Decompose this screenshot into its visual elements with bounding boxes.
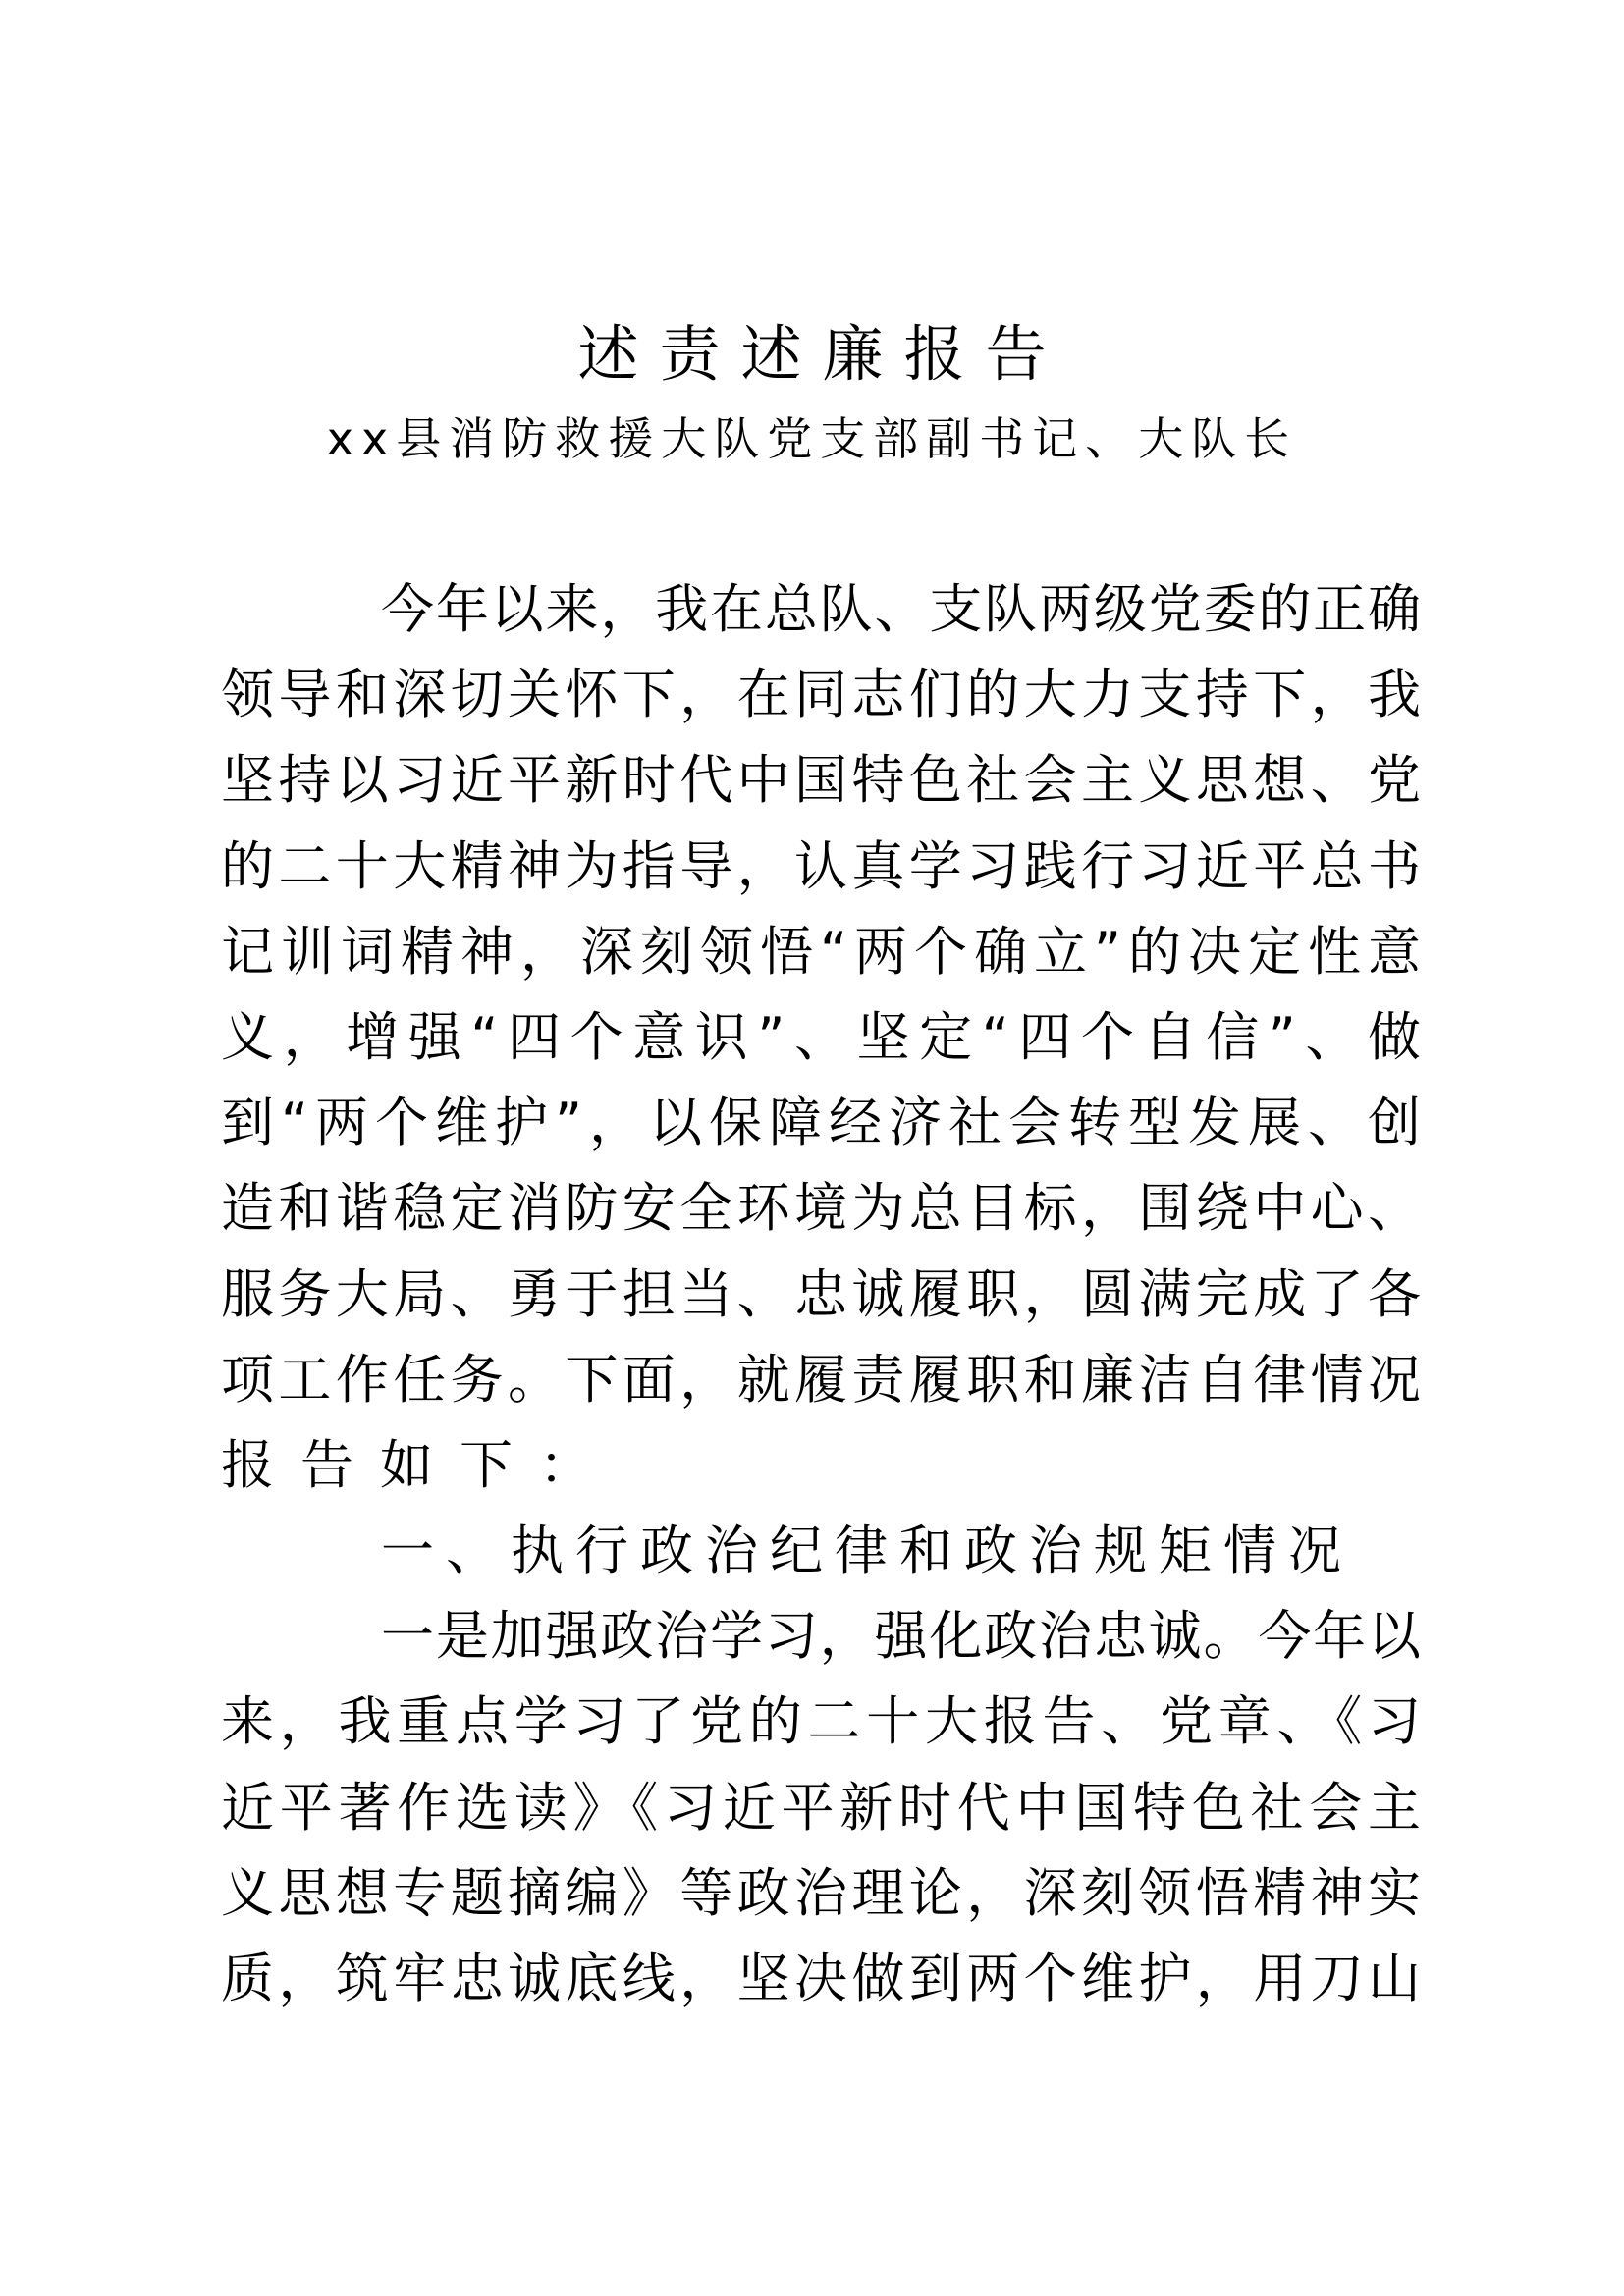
paragraph-line: 项工作任务。下面，就履责履职和廉洁自律情况 [221, 1348, 1421, 1411]
paragraph-line: 今年以来，我在总队、支队两级党委的正确 [381, 578, 1421, 640]
section-heading: 一、执行政治纪律和政治规矩情况 [381, 1520, 1353, 1582]
paragraph-line: 的二十大精神为指导，认真学习践行习近平总书 [221, 834, 1421, 897]
paragraph-line: 记训词精神，深刻领悟“两个确立”的决定性意 [221, 920, 1421, 983]
document-body [221, 566, 1421, 2021]
paragraph-line: 坚持以习近平新时代中国特色社会主义思想、党 [221, 749, 1421, 812]
document-subtitle: xx县消防救援大队党支部副书记、大队长 [326, 412, 1298, 465]
paragraph-line: 义思想专题摘编》等政治理论，深刻领悟精神实 [221, 1861, 1421, 1924]
document-title: 述责述廉报告 [577, 318, 1067, 390]
paragraph-line: 义，增强“四个意识”、坚定“四个自信”、做 [221, 1005, 1421, 1068]
paragraph-line: 到“两个维护”，以保障经济社会转型发展、创 [221, 1092, 1421, 1154]
paragraph-line: 领导和深切关怀下，在同志们的大力支持下，我 [221, 664, 1421, 726]
paragraph-line: 造和谐稳定消防安全环境为总目标，围绕中心、 [221, 1177, 1421, 1240]
paragraph-line: 报告如下： [221, 1433, 619, 1496]
paragraph-line: 质，筑牢忠诚底线，坚决做到两个维护，用刀山 [221, 1948, 1421, 2009]
paragraph-line: 一是加强政治学习，强化政治忠诚。今年以 [381, 1605, 1421, 1668]
paragraph-line: 来，我重点学习了党的二十大报告、党章、《习 [221, 1690, 1421, 1753]
paragraph-line: 近平著作选读》《习近平新时代中国特色社会主 [221, 1776, 1421, 1839]
paragraph-line: 服务大局、勇于担当、忠诚履职，圆满完成了各 [221, 1262, 1421, 1325]
